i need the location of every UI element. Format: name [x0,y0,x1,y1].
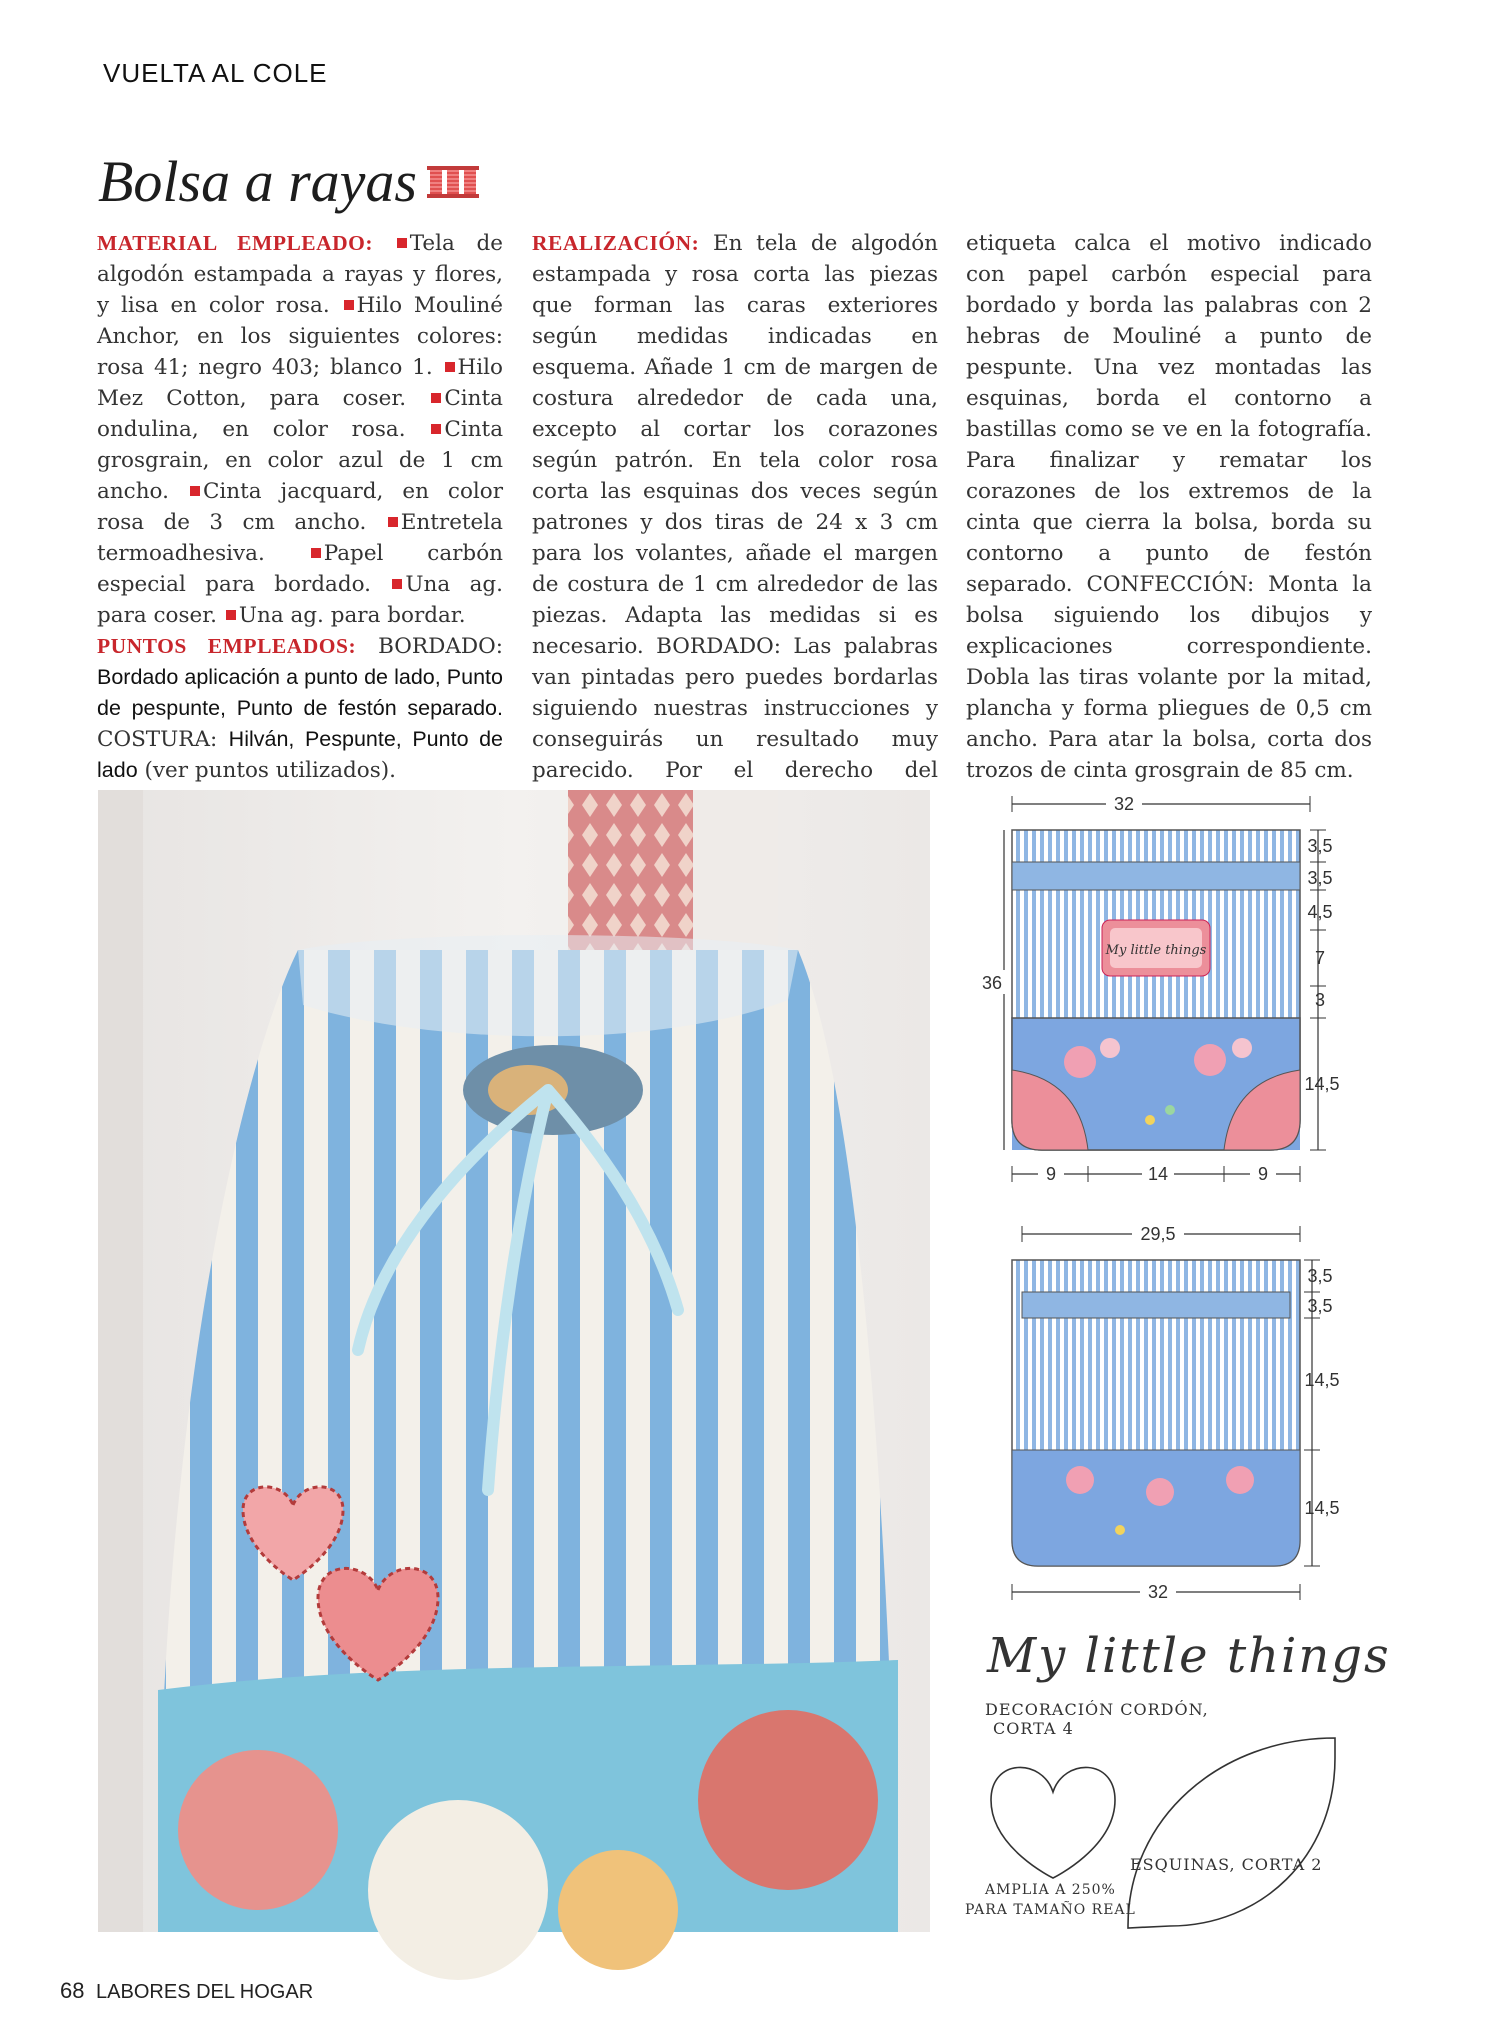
back-piece-bottom-dim [960,1572,1340,1612]
section-tag: VUELTA AL COLE [103,58,328,88]
dim-bottom: 32 [1147,1582,1169,1602]
dim-right: 14,5 [1304,1370,1340,1390]
material-item: Tela de algodón estampada a rayas y flores, y lisa en color rosa. [97,231,503,318]
heart-label: DECORACIÓN CORDÓN, CORTA 4 [985,1700,1209,1738]
material-item: Cinta ondulina, en color rosa. [97,386,503,442]
bag-pattern-diagrams [960,790,1340,1518]
magazine-name: LABORES DEL HOGAR [96,1981,314,2003]
dim-right: 3,5 [1307,1266,1333,1286]
dim-right: 3,5 [1307,868,1333,888]
instructions-label: REALIZACIÓN: [532,231,700,255]
stitches-bordado-label: BORDADO: [378,634,503,659]
material-item: Papel carbón especial para bordado. [97,541,503,597]
heart-pattern [991,1767,1115,1878]
spool-icon [429,166,443,198]
dim-right: 3,5 [1307,836,1333,856]
instructions-continued-column [966,228,1372,786]
scale-note: AMPLIA A 250% PARA TAMAÑO REAL [965,1882,1136,1918]
article-title [98,148,477,215]
motif-template: My little things [987,1628,1391,1684]
bag-photo [98,790,930,1932]
dim-right: 14,5 [1304,1498,1340,1518]
dim-right: 14,5 [1304,1074,1340,1094]
instructions-text: En tela de algodón estampada y rosa corta las piezas que forman las caras exteriores según medidas indicadas en esquema. Añade 1 cm de margen de costura alrededor de cada una, excepto al cortar los corazones según patrón. En tela color rosa corta las esquinas dos veces según patrones y dos tiras de 24 x 3 cm para los volantes, añade el margen de costura de 1 cm alrededor de las piezas. Adapta las medidas si es necesario. BORDADO: Las palabras van pintadas pero puedes bordarlas siguiendo nuestras instrucciones y conseguirás un resultado muy parecido. Por el derecho del [532,231,938,783]
material-item: Cinta jacquard, en color rosa de 3 cm ancho. [97,479,503,535]
dim-height: 36 [981,973,1003,993]
instructions-column [532,228,938,817]
title-text: Bolsa a rayas [98,149,417,214]
corner-label: ESQUINAS, CORTA 2 [1130,1855,1323,1874]
dim-top: 29,5 [1140,1224,1176,1244]
bag-photo-illustration [98,790,930,1932]
dim-bottom: 9 [1257,1164,1269,1184]
dim-right: 4,5 [1307,902,1333,922]
stitches-costura-label: COSTURA: [97,727,218,752]
corner-pattern [1128,1738,1335,1928]
dim-right: 3,5 [1307,1296,1333,1316]
stitches-bordado-items: Bordado aplicación a punto de lado, Punto de pespunte, Punto de festón separado. [97,665,503,720]
page-footer [60,1978,313,2004]
instructions-continued-text: etiqueta calca el motivo indicado con papel carbón especial para bordado y borda las palabras con 2 hebras de Mouliné a punto de pespunte. Una vez montadas las esquinas, borda el contorno a bastillas como se ve en la fotografía. Para finalizar y rematar los corazones de los extremos de la cinta que cierra la bolsa, borda su contorno a punto de festón separado. CONFECCIÓN: Monta la bolsa siguiendo los dibujos y explicaciones correspondiente. Dobla las tiras volante por la mitad, plancha y forma pliegues de 0,5 cm ancho. Para atar la bolsa, corta dos trozos de cinta grosgrain de 85 cm. [966,231,1372,783]
spool-icon [446,166,460,198]
material-item: Hilo Mouliné Anchor, en los siguientes colores: rosa 41; negro 403; blanco 1. [97,293,503,380]
page-number: 68 [60,1978,85,2003]
dim-bottom: 14 [1147,1164,1169,1184]
materials-label: MATERIAL EMPLEADO: [97,231,374,255]
material-item: Hilo Mez Cotton, para coser. [97,355,503,411]
dim-right: 7 [1314,948,1326,968]
material-item: Una ag. para coser. [97,572,503,628]
dim-bottom: 9 [1045,1164,1057,1184]
material-item: Entretela termoadhesiva. [97,510,503,566]
materials-column [97,228,503,786]
stitches-label: PUNTOS EMPLEADOS: [97,634,357,658]
material-item: Cinta grosgrain, en color azul de 1 cm ancho. [97,417,504,504]
dim-right: 3 [1314,990,1326,1010]
dim-width: 32 [1113,794,1135,814]
back-piece-diagram [1012,1222,1340,1566]
label-motif: My little things [1105,943,1207,958]
material-item: Una ag. para bordar. [238,603,466,628]
difficulty-spools [429,166,477,198]
front-piece-diagram [982,792,1340,1184]
spool-icon [463,166,477,198]
stitches-reference: (ver puntos utilizados). [144,758,397,783]
stitches-costura-items: Hilván, Pespunte, Punto de lado [97,727,504,782]
schematics-svg [960,790,1340,1518]
